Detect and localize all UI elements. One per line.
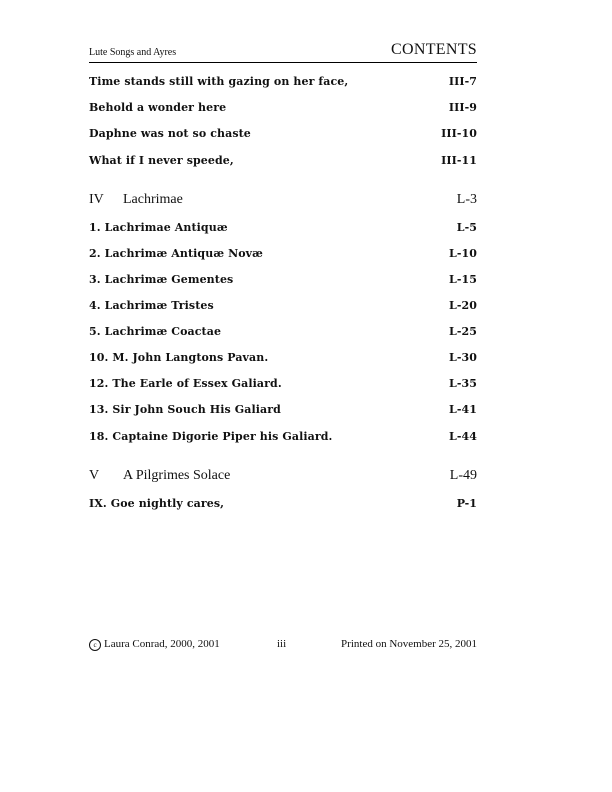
toc-entry-page: L-41 — [448, 403, 477, 416]
toc-entry-page: III-9 — [448, 101, 477, 114]
toc-entry-title: 3. Lachrimæ Gementes — [89, 273, 234, 286]
toc-entry-title: Daphne was not so chaste — [89, 127, 251, 140]
document-page — [89, 0, 477, 792]
footer-copyright — [89, 638, 220, 651]
toc-entry-page: L-25 — [448, 325, 477, 338]
section-number: V — [89, 468, 100, 483]
toc-entry-page: L-5 — [456, 221, 477, 234]
toc-entry-title: 10. M. John Langtons Pavan. — [89, 351, 269, 364]
toc-entry-page: L-15 — [448, 273, 477, 286]
toc-entry-page: L-10 — [448, 247, 477, 260]
toc-entry-title: 1. Lachrimae Antiquæ — [89, 221, 228, 234]
toc-entry-page: L-44 — [448, 430, 477, 443]
toc-entry-title: 18. Captaine Digorie Piper his Galiard. — [89, 430, 333, 443]
section-title: A Pilgrimes Solace — [123, 468, 231, 483]
toc-entry-page: III-10 — [441, 127, 477, 140]
toc-entry-title: What if I never speede, — [89, 154, 234, 167]
section-title: Lachrimae — [123, 192, 183, 207]
footer-page-number: iii — [277, 638, 287, 650]
toc-entry-title: 12. The Earle of Essex Galiard. — [89, 377, 282, 390]
toc-entry-title: 5. Lachrimæ Coactae — [89, 325, 222, 338]
toc-entry-title: Behold a wonder here — [89, 101, 227, 114]
toc-entry-page: III-11 — [441, 154, 477, 167]
copyright-symbol: c — [89, 639, 101, 651]
toc-entry-page: III-7 — [448, 75, 477, 88]
header-section-title: CONTENTS — [391, 41, 477, 58]
toc-entry-page: L-20 — [448, 299, 477, 312]
toc-entry-title: 4. Lachrimæ Tristes — [89, 299, 214, 312]
toc-entry-title: 13. Sir John Souch His Galiard — [89, 403, 281, 416]
header-book-title: Lute Songs and Ayres — [89, 47, 177, 58]
section-page: L-49 — [449, 468, 477, 483]
footer-print-date: Printed on November 25, 2001 — [341, 638, 477, 650]
running-header — [89, 40, 477, 63]
toc-entry-page: L-30 — [448, 351, 477, 364]
section-number: IV — [89, 192, 104, 207]
toc-entry-title: IX. Goe nightly cares, — [89, 497, 225, 510]
page-footer — [89, 638, 477, 654]
toc-entry-title: 2. Lachrimæ Antiquæ Novæ — [89, 247, 263, 260]
toc-entry-page: L-35 — [448, 377, 477, 390]
toc-entry-title: Time stands still with gazing on her face, — [89, 75, 349, 88]
footer-copyright-text: Laura Conrad, 2000, 2001 — [104, 638, 220, 650]
section-page: L-3 — [456, 192, 477, 207]
toc-entry-page: P-1 — [456, 497, 477, 510]
